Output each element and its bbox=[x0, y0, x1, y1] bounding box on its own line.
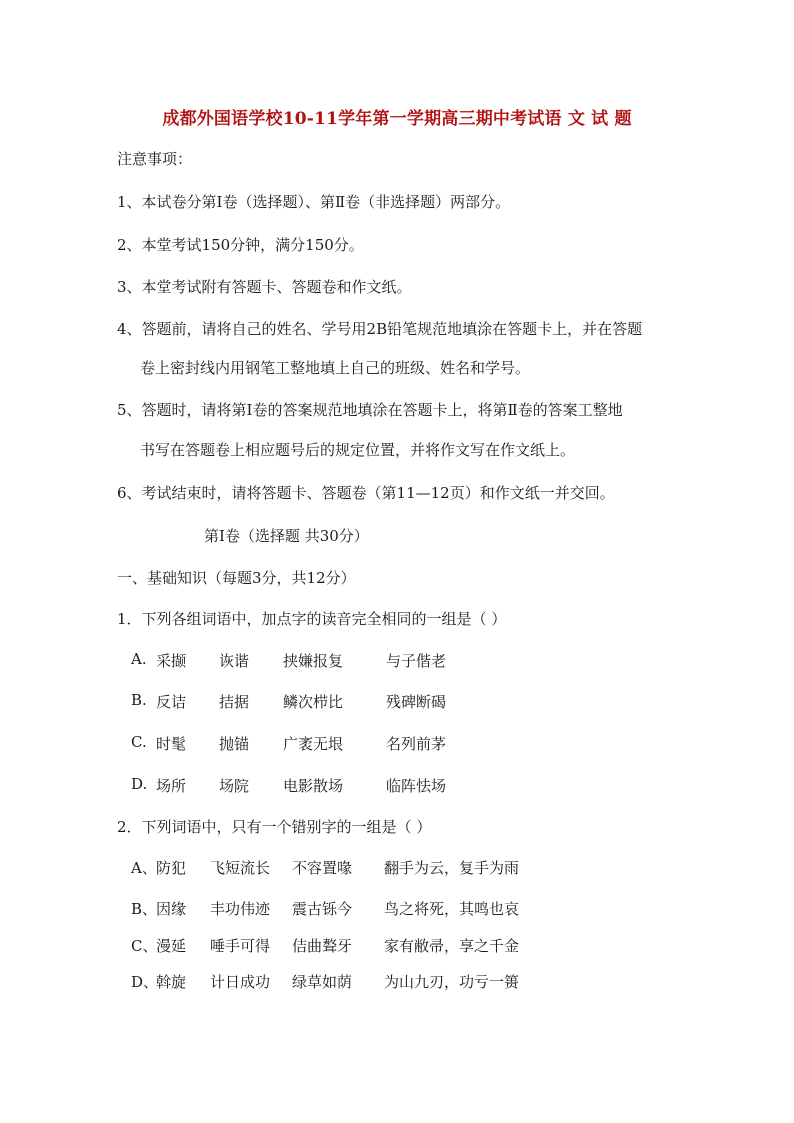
option-word-2: 计日成功 bbox=[210, 973, 271, 991]
option-word-1: 反诘 bbox=[156, 693, 187, 711]
option-label: D. bbox=[131, 775, 148, 793]
notice-item-4-cont: 卷上密封线内用钢笔工整地填上自己的班级、姓名和学号。 bbox=[140, 359, 531, 377]
option-word-3: 佶曲聱牙 bbox=[292, 937, 353, 955]
option-word-3: 鳞次栉比 bbox=[283, 693, 344, 711]
option-word-2: 唾手可得 bbox=[210, 937, 271, 955]
notice-item-5-cont: 书写在答题卷上相应题号后的规定位置，并将作文写在作文纸上。 bbox=[140, 441, 576, 459]
option-word-2: 诙谐 bbox=[219, 652, 250, 670]
option-word-1: 时髦 bbox=[156, 735, 187, 753]
notice-heading: 注意事项： bbox=[117, 150, 193, 168]
option-label: A. bbox=[131, 650, 147, 668]
part-heading: 一、基础知识（每题3分，共12分） bbox=[117, 569, 356, 587]
option-word-1: 因缘 bbox=[156, 900, 187, 918]
option-word-3: 震古铄今 bbox=[292, 900, 353, 918]
notice-item-1: 1、本试卷分第Ⅰ卷（选择题）、第Ⅱ卷（非选择题）两部分。 bbox=[117, 193, 511, 211]
question-1-stem: 1．下列各组词语中，加点字的读音完全相同的一组是（ ） bbox=[117, 610, 507, 628]
option-word-1: 防犯 bbox=[156, 859, 187, 877]
option-word-1: 斡旋 bbox=[156, 973, 187, 991]
option-word-3: 绿草如荫 bbox=[292, 973, 353, 991]
section-title: 第Ⅰ卷（选择题 共30分） bbox=[204, 527, 369, 545]
option-word-4: 名列前茅 bbox=[386, 735, 447, 753]
option-word-1: 采撷 bbox=[156, 652, 187, 670]
option-label: C. bbox=[131, 733, 147, 751]
option-label: B、 bbox=[131, 900, 158, 918]
option-word-4: 残碑断碣 bbox=[386, 693, 447, 711]
notice-item-2: 2、本堂考试150分钟，满分150分。 bbox=[117, 236, 364, 254]
page-title: 成都外国语学校10-11学年第一学期高三期中考试语 文 试 题 bbox=[162, 109, 632, 129]
option-word-4: 翻手为云，复手为雨 bbox=[384, 859, 520, 877]
option-label: D、 bbox=[131, 973, 159, 991]
option-label: B. bbox=[131, 691, 147, 709]
option-word-1: 场所 bbox=[156, 777, 187, 795]
option-word-3: 挟嫌报复 bbox=[283, 652, 344, 670]
option-word-2: 抛锚 bbox=[219, 735, 250, 753]
option-word-4: 与子偕老 bbox=[386, 652, 447, 670]
option-label: C、 bbox=[131, 937, 158, 955]
option-word-2: 拮据 bbox=[219, 693, 250, 711]
notice-item-6: 6、考试结束时，请将答题卡、答题卷（第11—12页）和作文纸一并交回。 bbox=[117, 484, 615, 502]
notice-item-4: 4、答题前，请将自己的姓名、学号用2B铅笔规范地填涂在答题卡上，并在答题 bbox=[117, 320, 643, 338]
question-2-stem: 2．下列词语中，只有一个错别字的一组是（ ） bbox=[117, 818, 432, 836]
option-word-3: 不容置喙 bbox=[292, 859, 353, 877]
option-word-4: 家有敝帚，享之千金 bbox=[384, 937, 520, 955]
option-word-4: 临阵怯场 bbox=[386, 777, 447, 795]
option-word-3: 广袤无垠 bbox=[283, 735, 344, 753]
option-word-4: 鸟之将死，其鸣也哀 bbox=[384, 900, 520, 918]
option-word-3: 电影散场 bbox=[283, 777, 344, 795]
notice-item-5: 5、答题时，请将第Ⅰ卷的答案规范地填涂在答题卡上，将第Ⅱ卷的答案工整地 bbox=[117, 401, 623, 419]
option-word-1: 漫延 bbox=[156, 937, 187, 955]
option-label: A、 bbox=[131, 859, 157, 877]
option-word-4: 为山九刃，功亏一篑 bbox=[384, 973, 520, 991]
notice-item-3: 3、本堂考试附有答题卡、答题卷和作文纸。 bbox=[117, 278, 412, 296]
option-word-2: 场院 bbox=[219, 777, 250, 795]
option-word-2: 飞短流长 bbox=[210, 859, 271, 877]
option-word-2: 丰功伟迹 bbox=[210, 900, 271, 918]
